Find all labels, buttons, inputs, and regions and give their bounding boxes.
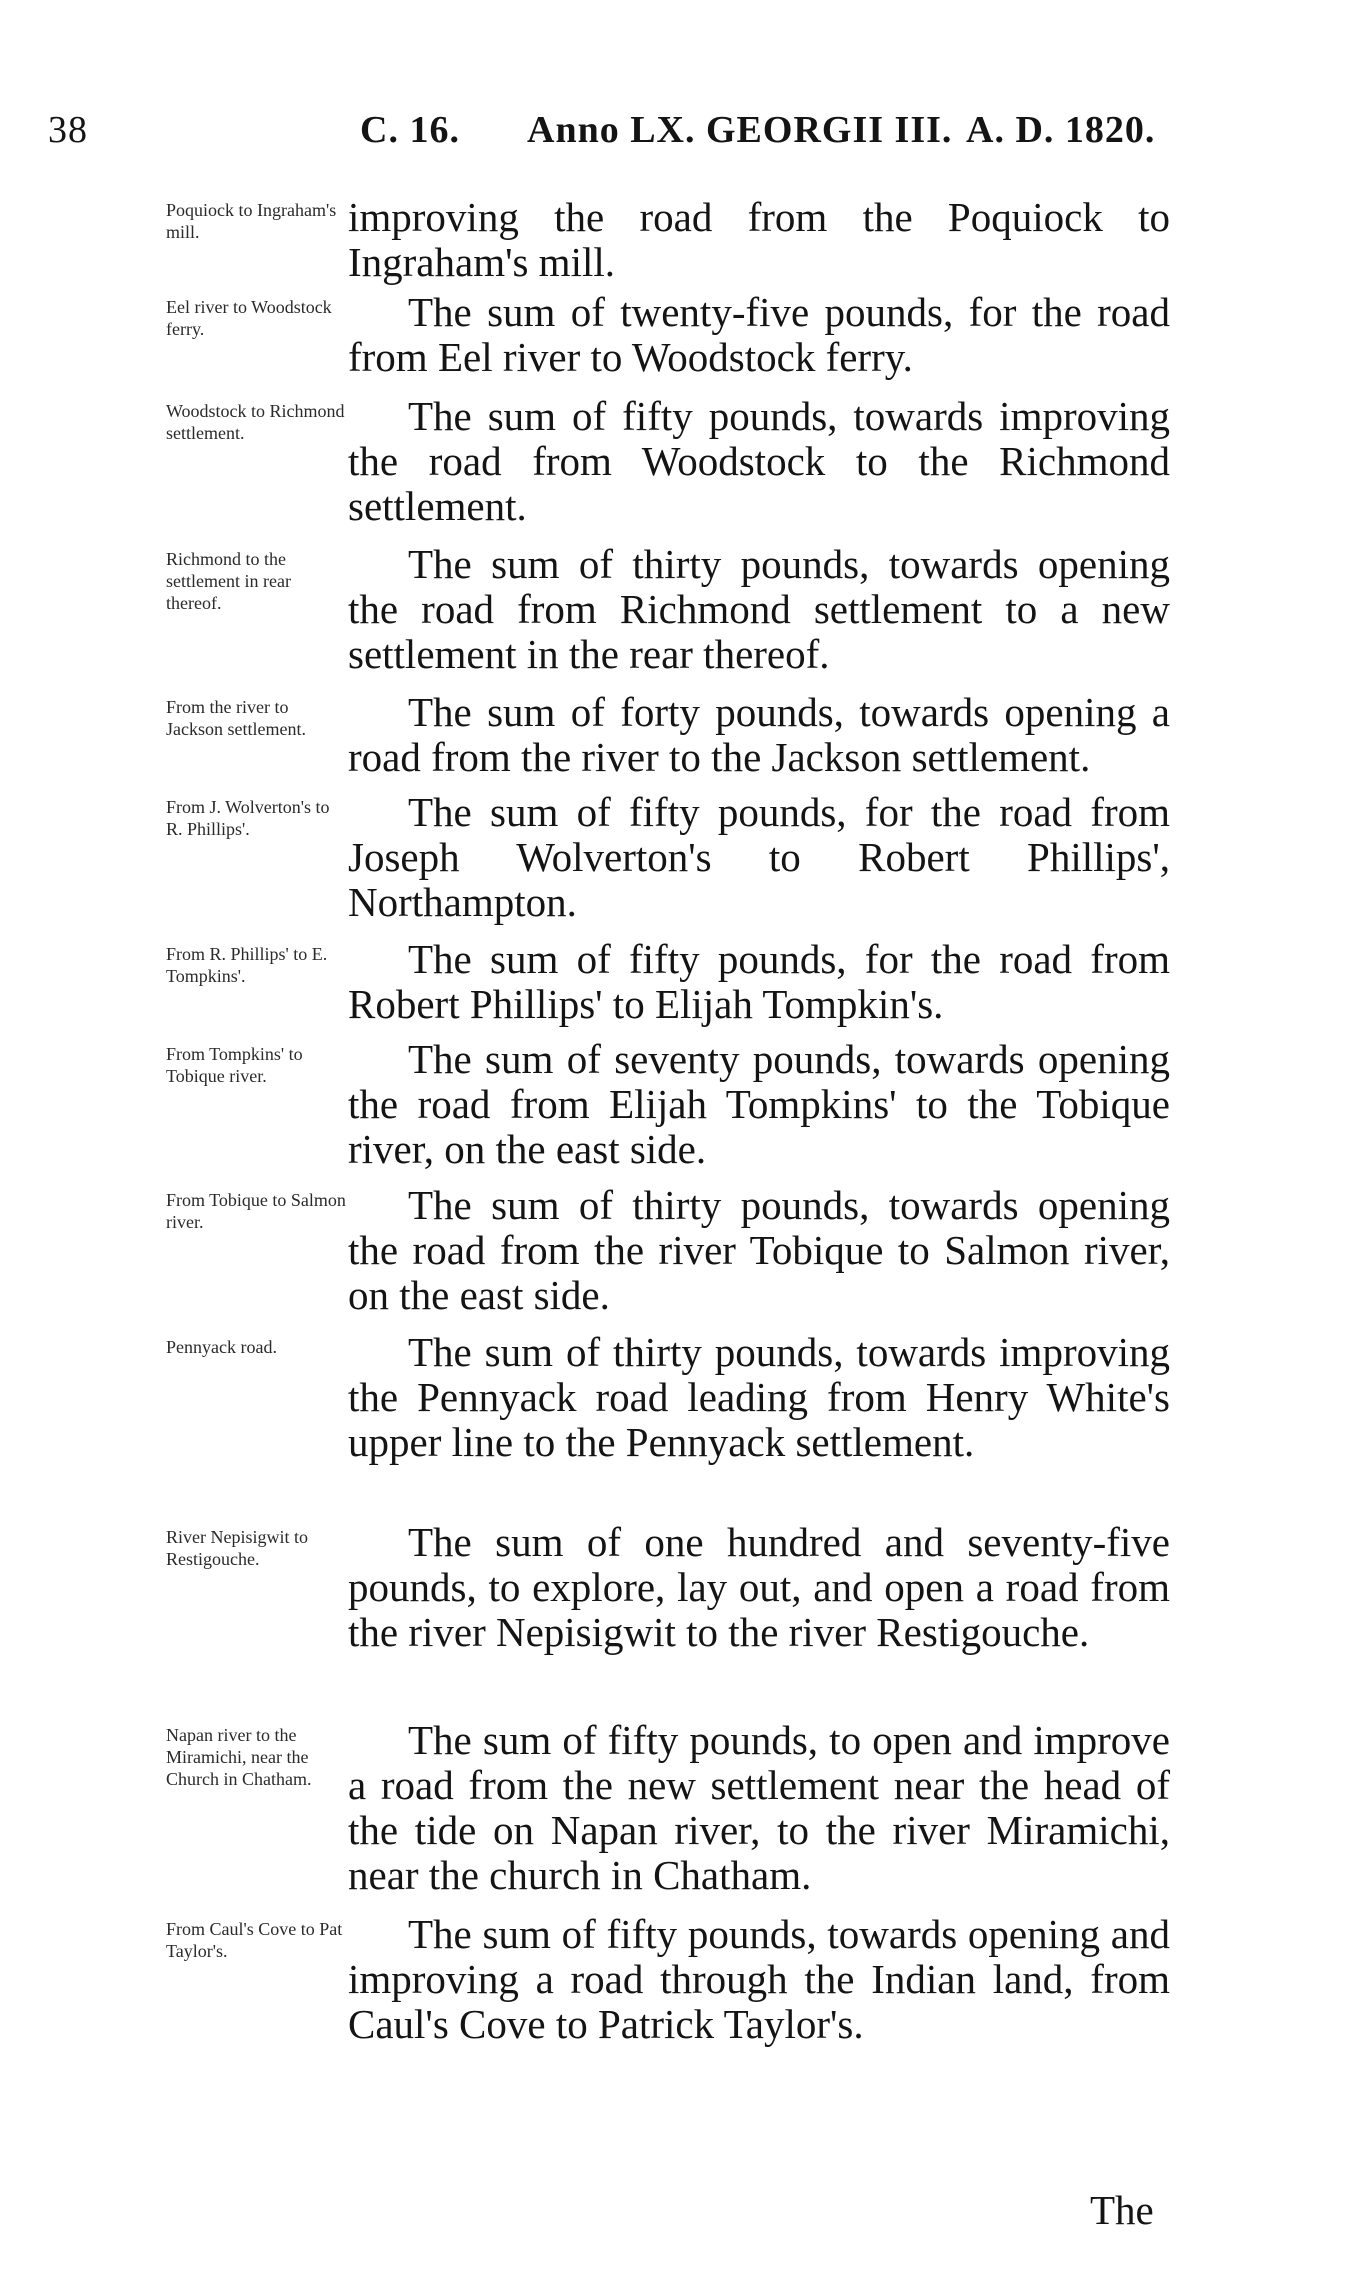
- entry-text: The sum of fifty pounds, to open and improve a road from the new settlement near the head of the tide on Napan river, to the river Miramichi, near the church in Chatham.: [348, 1717, 1170, 1898]
- entry-text: The sum of forty pounds, towards opening a road from the river to the Jackson settlement.: [348, 689, 1170, 780]
- margin-note: Napan river to the Miramichi, near the Church in Chatham.: [166, 1725, 312, 1789]
- margin-note: River Nepisigwit to Restigouche.: [166, 1527, 308, 1569]
- entry-text: The sum of one hundred and seventy-five pounds, to explore, lay out, and open a road from the river Nepisigwit to the river Restigouche.: [348, 1519, 1170, 1655]
- entry-text: The sum of seventy pounds, towards opening the road from Elijah Tompkins' to the Tobique river, on the east side.: [348, 1036, 1170, 1172]
- entry-text: The sum of fifty pounds, for the road from Robert Phillips' to Elijah Tompkin's.: [348, 936, 1170, 1027]
- margin-note: From J. Wolverton's to R. Phillips'.: [166, 797, 330, 839]
- margin-note: From R. Phillips' to E. Tompkins'.: [166, 944, 328, 986]
- entry-text: improving the road from the Poquiock to Ingraham's mill.: [348, 194, 1170, 285]
- margin-note: Eel river to Woodstock ferry.: [166, 297, 332, 339]
- margin-note: Poquiock to Ingraham's mill.: [166, 200, 337, 242]
- margin-note: Pennyack road.: [166, 1337, 277, 1357]
- chapter-number: C. 16.: [360, 109, 460, 151]
- year: A. D. 1820.: [966, 109, 1156, 151]
- entry-text: The sum of thirty pounds, towards opening the road from Richmond settlement to a new settlement in the rear thereof.: [348, 541, 1170, 677]
- entry-text: The sum of thirty pounds, towards improving the Pennyack road leading from Henry White's upper line to the Pennyack settlement.: [348, 1329, 1170, 1465]
- page-number: 38: [48, 109, 88, 151]
- entry-text: The sum of fifty pounds, for the road from Joseph Wolverton's to Robert Phillips', Northampton.: [348, 789, 1170, 925]
- margin-note: From Tobique to Salmon river.: [166, 1190, 346, 1232]
- margin-note: From the river to Jackson settlement.: [166, 697, 306, 739]
- entry-text: The sum of fifty pounds, towards opening and improving a road through the Indian land, from Caul's Cove to Patrick Taylor's.: [348, 1911, 1170, 2047]
- entry-text: The sum of thirty pounds, towards opening the road from the river Tobique to Salmon river, on the east side.: [348, 1182, 1170, 1318]
- entry-text: The sum of twenty-five pounds, for the road from Eel river to Woodstock ferry.: [348, 289, 1170, 380]
- entry-text: The sum of fifty pounds, towards improving the road from Woodstock to the Richmond settlement.: [348, 393, 1170, 529]
- margin-note: Richmond to the settlement in rear thereof.: [166, 549, 291, 613]
- running-header: [48, 108, 1180, 158]
- catchword: The: [1090, 2187, 1154, 2233]
- margin-note: From Tompkins' to Tobique river.: [166, 1044, 303, 1086]
- regnal-year: Anno LX. GEORGII III.: [527, 109, 953, 151]
- margin-note: Woodstock to Richmond settlement.: [166, 401, 345, 443]
- margin-note: From Caul's Cove to Pat Taylor's.: [166, 1919, 343, 1961]
